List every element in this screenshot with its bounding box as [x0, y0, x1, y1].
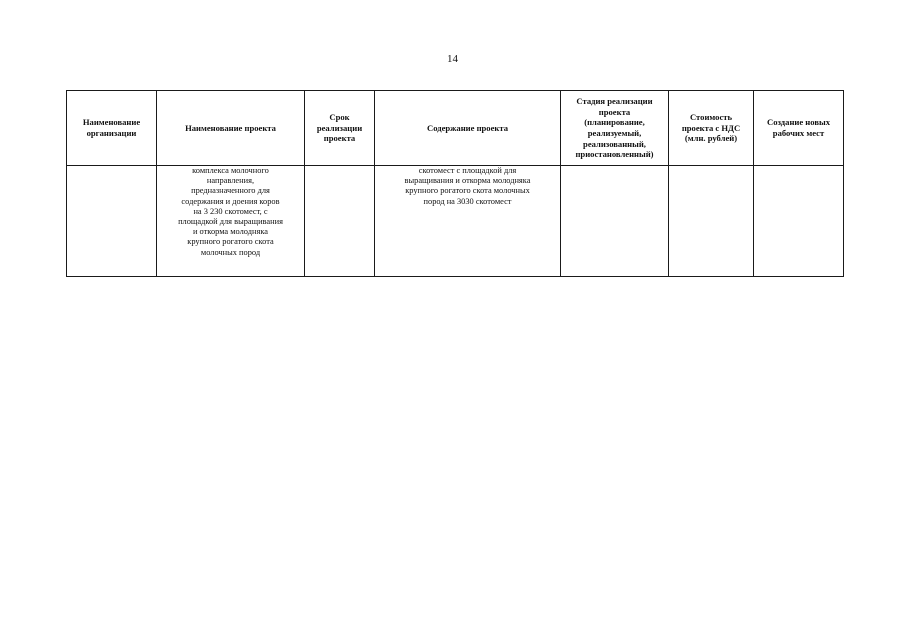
header-label: Создание новых рабочих мест [767, 117, 830, 138]
cell-project-name [157, 166, 305, 277]
table-header-row [67, 91, 844, 166]
header-label: Срок реализации проекта [316, 112, 363, 144]
header-project-cost [669, 91, 754, 166]
cell-new-jobs [754, 166, 844, 277]
projects-table [66, 90, 844, 277]
cell-project-content [375, 166, 561, 277]
table-row [67, 166, 844, 277]
page-number: 14 [447, 53, 458, 65]
header-label: Содержание проекта [426, 122, 508, 133]
header-implementation-period [305, 91, 375, 166]
cell-text: скотомест с площадкой для выращивания и откорма молодняка крупного рогатого скота молочных пород на 3030 скотомест [404, 166, 531, 206]
header-label: Стадия реализации проекта (планирование, реализуемый, реализованный, приостановленный) [575, 96, 654, 160]
cell-organization-name [67, 166, 157, 277]
header-project-name [157, 91, 305, 166]
header-new-jobs [754, 91, 844, 166]
cell-implementation-stage [561, 166, 669, 277]
header-label: Наименование организации [82, 117, 141, 138]
cell-implementation-period [305, 166, 375, 277]
header-organization-name [67, 91, 157, 166]
header-project-content [375, 91, 561, 166]
cell-text: комплекса молочного направления, предназначенного для содержания и доения коров на 3 230 скотомест, с площадкой для выращивания и откорма молодняка крупного рогатого скота молочных пород [178, 166, 283, 257]
header-label: Наименование проекта [185, 122, 276, 133]
header-implementation-stage [561, 91, 669, 166]
header-label: Стоимость проекта с НДС (млн. рублей) [681, 112, 741, 144]
cell-project-cost [669, 166, 754, 277]
